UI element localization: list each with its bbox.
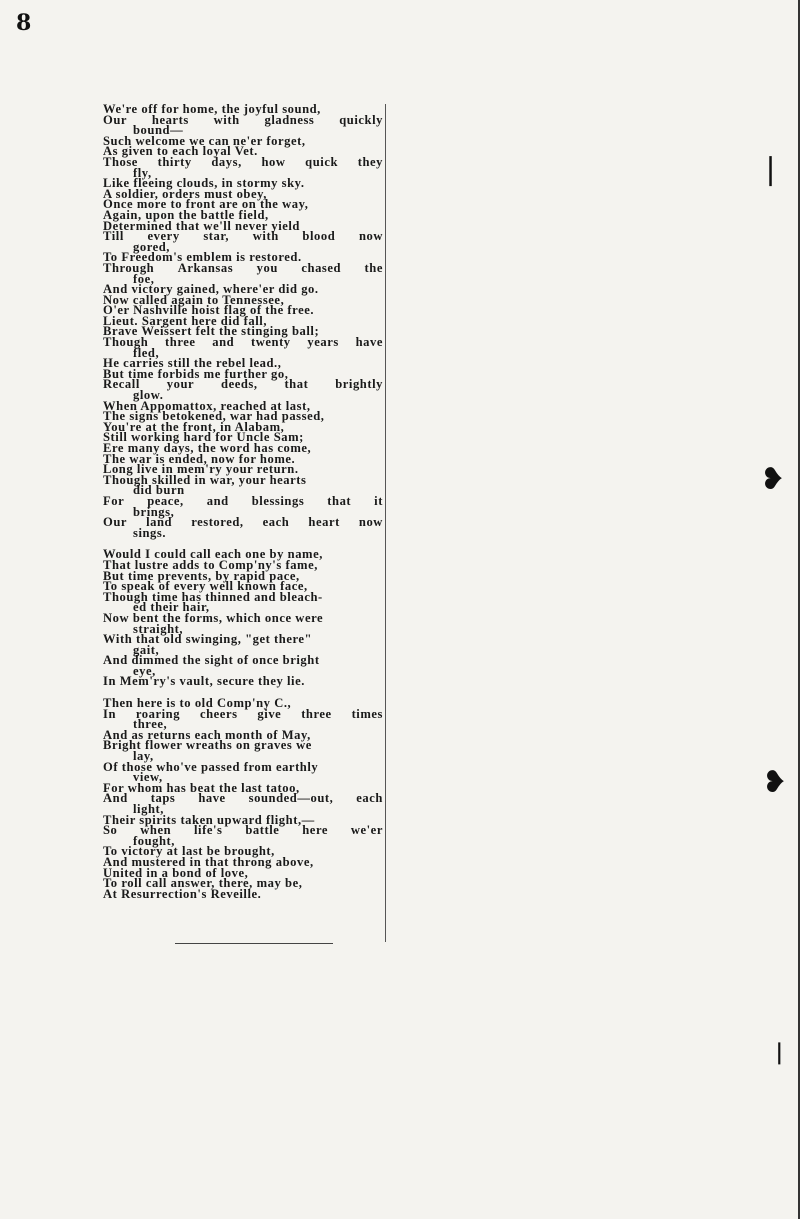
poem-word: blessings: [251, 493, 305, 508]
poem-line: Though skilled in war, your hearts: [103, 472, 307, 487]
poem-word: roaring: [135, 706, 181, 721]
poem-word: each: [262, 515, 290, 530]
poem-line: view,: [133, 770, 163, 785]
poem-line: We're off for home, the joyful sound,: [103, 102, 321, 116]
poem-word: battle: [245, 823, 280, 838]
poem-word: taps: [150, 791, 176, 806]
poem-line: The war is ended, now for home.: [103, 451, 296, 466]
poem-word: sounded—out,: [248, 791, 334, 806]
poem-line: did burn: [133, 483, 185, 498]
scan-binding-mark-bottom: ❙: [773, 1040, 785, 1065]
poem-line: gored,: [133, 239, 170, 254]
poem-line: He carries still the rebel lead.,: [103, 356, 282, 371]
poem-word: For: [103, 493, 125, 508]
poem-line: eye,: [133, 663, 156, 678]
poem-word: now: [358, 229, 383, 244]
poem-word: peace,: [147, 493, 184, 508]
poem-line: To victory at last be brought,: [103, 844, 275, 859]
poem-line: But time forbids me further go,: [103, 366, 289, 381]
poem-word: three: [301, 706, 332, 721]
poem-line: light,: [133, 802, 164, 816]
poem-word: Our: [103, 112, 128, 127]
poem-line: Now bent the forms, which once were: [103, 610, 324, 625]
poem-word: deeds,: [221, 377, 258, 392]
poem-word: cheers: [199, 706, 238, 721]
poem-line: United in a bond of love,: [103, 865, 249, 880]
poem-word: So: [103, 823, 118, 838]
poem-word: three: [165, 335, 196, 350]
page-number: 8: [16, 10, 32, 36]
poem-line: O'er Nashville hoist flag of the free.: [103, 303, 315, 318]
poem-word: land: [146, 515, 173, 530]
poem-line: Now called again to Tennessee,: [103, 292, 285, 307]
poem-line: As given to each loyal Vet.: [103, 144, 258, 159]
poem-line: Their spirits taken upward flight,—: [103, 812, 315, 827]
poem-word: with: [213, 112, 240, 127]
poem-word: have: [355, 335, 383, 350]
poem-word: every: [147, 229, 180, 244]
poem-word: it: [374, 493, 383, 508]
poem-word: Through: [103, 260, 155, 275]
poem-line: brings,: [133, 504, 175, 519]
poem-word: we'er: [350, 823, 383, 838]
poem-line: sings.: [133, 525, 167, 540]
poem-line: Long live in mem'ry your return.: [103, 462, 299, 477]
poem-word: heart: [308, 515, 340, 530]
poem-line: Like fleeing clouds, in stormy sky.: [103, 176, 305, 191]
poem-line: Bright flower wreaths on graves we: [103, 738, 312, 753]
poem-line: Still working hard for Uncle Sam;: [103, 430, 304, 445]
poem-word: how: [261, 154, 286, 169]
poem-line: For whom has beat the last tatoo,: [103, 780, 300, 795]
poem-line: But time prevents, by rapid pace,: [103, 568, 300, 583]
poem-line: When Appomattox, reached at last,: [103, 398, 311, 413]
column-rule: [385, 104, 386, 942]
poem-word: and: [206, 493, 229, 508]
poem-line: Once more to front are on the way,: [103, 197, 309, 212]
poem-line: fled,: [133, 345, 160, 360]
poem-line: And as returns each month of May,: [103, 727, 311, 742]
poem-line: glow.: [133, 388, 164, 403]
poem-line: Of those who've passed from earthly: [103, 759, 319, 774]
poem-word: and: [212, 335, 235, 350]
poem-word: blood: [302, 229, 336, 244]
poem-word: days,: [211, 154, 242, 169]
poem-word: And: [103, 791, 128, 806]
poem-word: star,: [203, 229, 230, 244]
poem-word: give: [257, 706, 282, 721]
poem-word: Recall: [103, 377, 140, 392]
poem-word: here: [302, 823, 328, 838]
poem-column: [103, 104, 383, 899]
poem-word: restored,: [191, 515, 244, 530]
poem-line: To roll call answer, there, may be,: [103, 876, 303, 891]
poem-word: Till: [103, 229, 124, 244]
poem-word: the: [364, 260, 383, 275]
poem-line: At Resurrection's Reveille.: [103, 886, 262, 901]
poem-line: Ere many days, the word has come,: [103, 441, 312, 455]
poem-word: when: [140, 823, 172, 838]
poem-line: And dimmed the sight of once bright: [103, 653, 320, 668]
poem-word: with: [252, 229, 279, 244]
poem-word: times: [351, 706, 383, 721]
poem-word: that: [284, 377, 309, 392]
poem-line: And victory gained, where'er did go.: [103, 282, 319, 297]
poem-word: Those: [103, 154, 138, 169]
poem-word: hearts: [151, 112, 189, 127]
poem-line: Such welcome we can ne'er forget,: [103, 133, 306, 148]
poem-line: foe,: [133, 271, 155, 286]
poem-line: And mustered in that throng above,: [103, 854, 314, 869]
poem-line: Again, upon the battle field,: [103, 207, 269, 222]
poem-word: chased: [301, 260, 342, 275]
poem-word: In: [103, 706, 117, 721]
poem-line: To speak of every well known face,: [103, 579, 308, 594]
poem-line: To Freedom's emblem is restored.: [103, 250, 302, 265]
poem-word: twenty: [250, 335, 291, 350]
poem-word: quick: [305, 154, 339, 169]
poem-line: You're at the front, in Alabam,: [103, 419, 285, 434]
poem-line: ed their hair,: [133, 600, 210, 615]
poem-word: your: [166, 377, 195, 392]
scan-binding-mark-top: ❙: [764, 152, 777, 187]
poem-line: gait,: [133, 642, 160, 657]
poem-word: years: [307, 335, 339, 350]
poem-line: fought,: [133, 833, 175, 848]
poem-line: Then here is to old Comp'ny C.,: [103, 696, 292, 711]
poem-word: life's: [194, 823, 223, 838]
poem-line: With that old swinging, "get there": [103, 632, 313, 647]
poem-line: Brave Weissert felt the stinging ball;: [103, 324, 320, 339]
poem-word: quickly: [339, 112, 383, 127]
poem-line: lay,: [133, 749, 154, 764]
poem-word: gladness: [264, 112, 315, 127]
poem-word: thirty: [157, 154, 192, 169]
poem-word: Though: [103, 335, 149, 350]
scan-binding-mark-middle: ❥: [760, 462, 786, 497]
poem-word: brightly: [335, 377, 383, 392]
poem-line: In Mem'ry's vault, secure they lie.: [103, 674, 305, 689]
poem-line: A soldier, orders must obey,: [103, 186, 267, 201]
poem-word: Our: [103, 515, 128, 530]
poem-line: Determined that we'll never yield: [103, 218, 300, 233]
poem-line: fly,: [133, 165, 152, 180]
poem-word: now: [358, 515, 383, 530]
poem-word: they: [357, 154, 383, 169]
end-rule: [175, 943, 333, 944]
poem-line: Lieut. Sargent here did fall,: [103, 313, 268, 328]
poem-word: you: [256, 260, 278, 275]
poem-line: Though time has thinned and bleach-: [103, 589, 323, 604]
poem-word: that: [327, 493, 352, 508]
poem-line: Would I could call each one by name,: [103, 547, 323, 562]
scan-binding-mark-lower: ❥: [762, 765, 788, 800]
poem-word: Arkansas: [177, 260, 234, 275]
poem-line: The signs betokened, war had passed,: [103, 409, 325, 424]
poem-line: bound—: [133, 123, 184, 138]
poem-line: That lustre adds to Comp'ny's fame,: [103, 557, 318, 572]
poem-line: three,: [133, 717, 168, 732]
poem-word: each: [356, 791, 383, 806]
poem-line: straight,: [133, 621, 184, 636]
poem-word: have: [198, 791, 226, 806]
